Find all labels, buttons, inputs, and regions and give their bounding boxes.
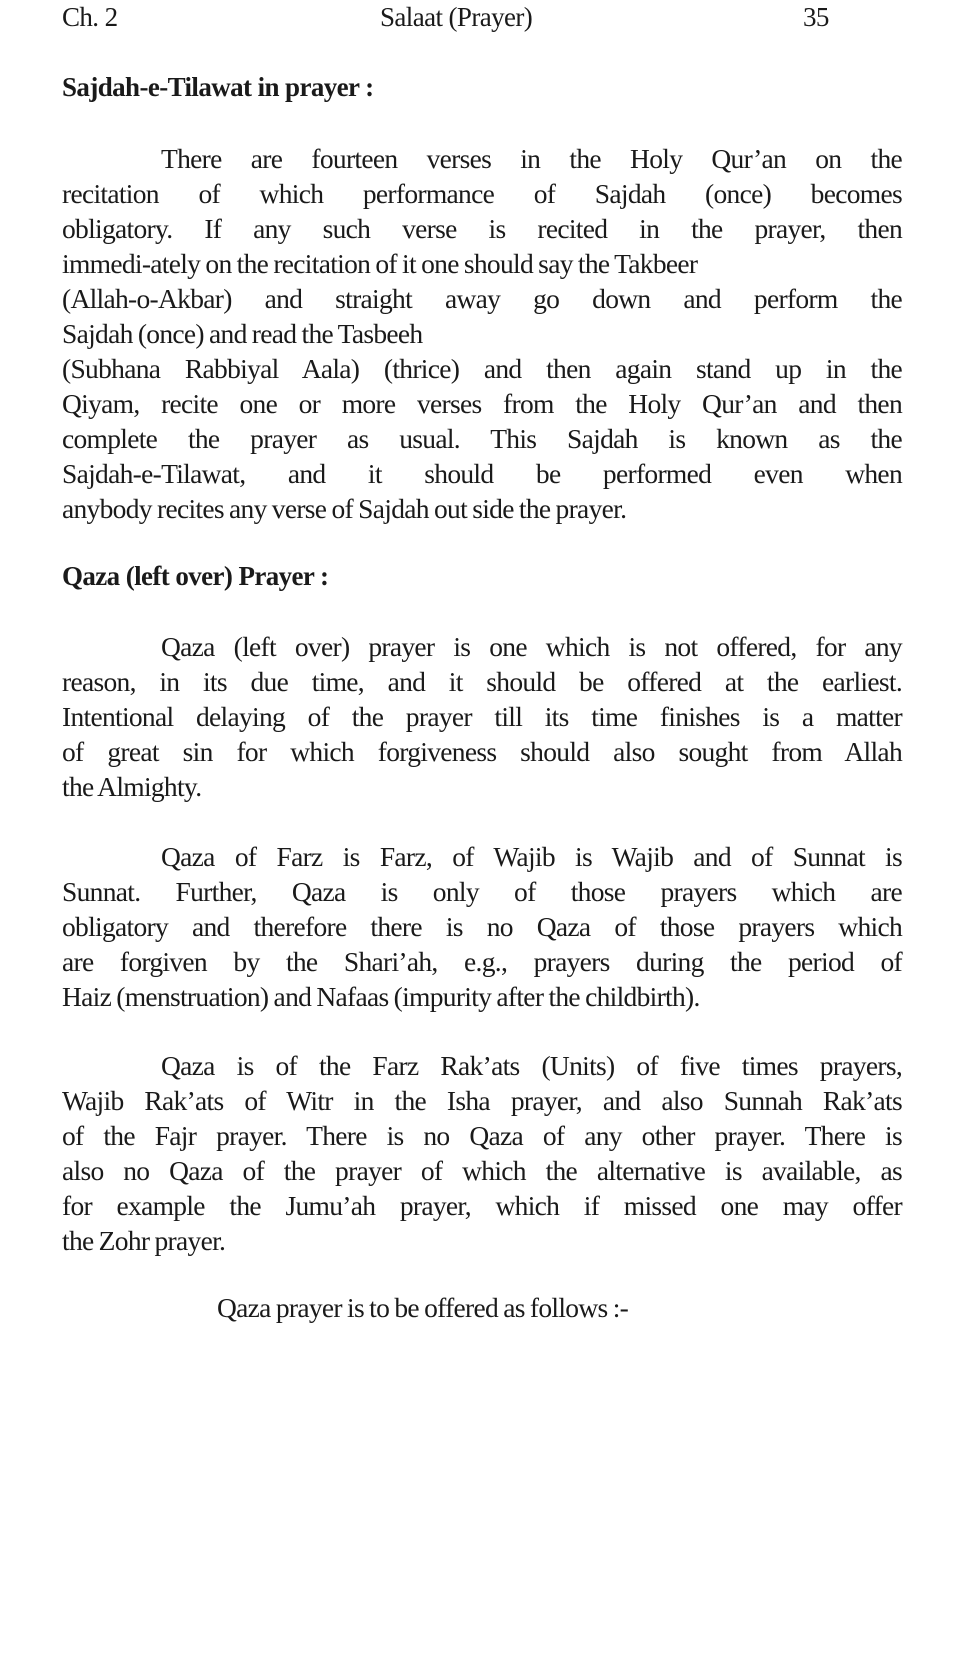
text-line: Sunnat. Further, Qaza is only of those prayers which are <box>62 876 902 907</box>
text-line: recitation of which performance of Sajdah (once) becomes <box>62 178 902 209</box>
text-line: anybody recites any verse of Sajdah out side the prayer. <box>62 493 627 524</box>
page-number: 35 <box>803 2 829 32</box>
text-line: obligatory. If any such verse is recited in the prayer, then <box>62 213 902 244</box>
text-line: Qiyam, recite one or more verses from the Holy Qur’an and then <box>62 388 902 419</box>
paragraph-qaza-applicability <box>62 1048 902 1258</box>
text-line: Qaza of Farz is Farz, of Wajib is Wajib and of Sunnat is <box>161 841 902 872</box>
text-line: of great sin for which forgiveness should also sought from Allah <box>62 736 902 767</box>
closing-line: Qaza prayer is to be offered as follows :- <box>217 1292 629 1323</box>
text-line: are forgiven by the Shari’ah, e.g., prayers during the period of <box>62 946 902 977</box>
text-line: (Allah-o-Akbar) and straight away go down and perform the <box>62 283 902 314</box>
text-line: the Zohr prayer. <box>62 1225 226 1256</box>
text-line: Sajdah (once) and read the Tasbeeh <box>62 318 423 349</box>
text-line: Haiz (menstruation) and Nafaas (impurity after the childbirth). <box>62 981 700 1012</box>
text-line: There are fourteen verses in the Holy Qur’an on the <box>161 143 902 174</box>
paragraph-qaza-definition <box>62 629 902 804</box>
text-line: of the Fajr prayer. There is no Qaza of any other prayer. There is <box>62 1120 902 1151</box>
section-heading-qaza-prayer: Qaza (left over) Prayer : <box>62 561 329 591</box>
text-line: reason, in its due time, and it should be offered at the earliest. <box>62 666 902 697</box>
text-line: Intentional delaying of the prayer till its time finishes is a matter <box>62 701 902 732</box>
running-header <box>62 2 842 38</box>
text-line: also no Qaza of the prayer of which the alternative is available, as <box>62 1155 902 1186</box>
text-line: obligatory and therefore there is no Qaza of those prayers which <box>62 911 902 942</box>
text-line: Sajdah-e-Tilawat, and it should be performed even when <box>62 458 902 489</box>
text-line: for example the Jumu’ah prayer, which if missed one may offer <box>62 1190 902 1221</box>
text-line: Qaza (left over) prayer is one which is not offered, for any <box>161 631 902 662</box>
chapter-title: Salaat (Prayer) <box>380 2 533 32</box>
paragraph-sajdah-e-tilawat <box>62 141 902 526</box>
text-line: complete the prayer as usual. This Sajdah is known as the <box>62 423 902 454</box>
text-line: Qaza is of the Farz Rak’ats (Units) of five times prayers, <box>161 1050 902 1081</box>
chapter-label: Ch. 2 <box>62 2 118 32</box>
section-heading-sajdah-e-tilawat: Sajdah-e-Tilawat in prayer : <box>62 72 374 102</box>
text-line: the Almighty. <box>62 771 202 802</box>
text-line: Wajib Rak’ats of Witr in the Isha prayer, and also Sunnah Rak’ats <box>62 1085 902 1116</box>
text-line: immedi-ately on the recitation of it one should say the Takbeer <box>62 248 698 279</box>
text-line: (Subhana Rabbiyal Aala) (thrice) and then again stand up in the <box>62 353 902 384</box>
paragraph-qaza-types <box>62 839 902 1014</box>
